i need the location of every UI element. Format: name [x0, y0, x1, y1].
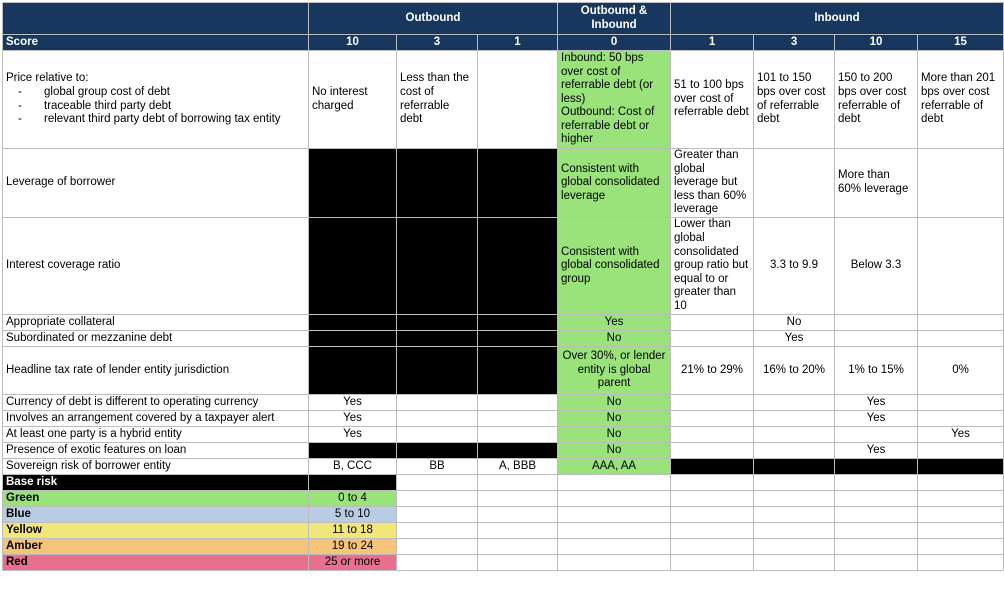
- collateral-out-1-blocked: [478, 315, 558, 331]
- taxrate-in-3: 16% to 20%: [754, 347, 835, 395]
- arrangement-both-0: No: [558, 411, 671, 427]
- sovereign-in-15-blocked: [918, 459, 1004, 475]
- empty-cell: [478, 555, 558, 571]
- header-outbound-inbound: Outbound & Inbound: [558, 3, 671, 35]
- row-base-risk-green: [3, 491, 1004, 507]
- score-in-1: 1: [671, 35, 754, 51]
- empty-cell: [558, 539, 671, 555]
- arrangement-out-10: Yes: [309, 411, 397, 427]
- subordinated-out-1-blocked: [478, 331, 558, 347]
- empty-cell: [397, 555, 478, 571]
- collateral-out-10-blocked: [309, 315, 397, 331]
- row-base-risk-yellow: [3, 523, 1004, 539]
- empty-cell: [754, 539, 835, 555]
- row-hybrid: [3, 427, 1004, 443]
- leverage-label: Leverage of borrower: [3, 149, 309, 218]
- hybrid-in-1: [671, 427, 754, 443]
- price-inbound-text: Inbound: 50 bps over cost of referrable debt (or less): [561, 51, 654, 105]
- price-criteria-list: [6, 86, 305, 127]
- subordinated-out-10-blocked: [309, 331, 397, 347]
- empty-cell: [918, 555, 1004, 571]
- exotic-out-10-blocked: [309, 443, 397, 459]
- empty-cell: [835, 507, 918, 523]
- row-exotic: [3, 443, 1004, 459]
- score-label: Score: [3, 35, 309, 51]
- coverage-in-1: Lower than global consolidated group ratio but equal to or greater than 10: [671, 218, 754, 315]
- empty-cell: [478, 491, 558, 507]
- base-risk-yellow-name: Yellow: [3, 523, 309, 539]
- empty-cell: [918, 507, 1004, 523]
- arrangement-in-10: Yes: [835, 411, 918, 427]
- exotic-out-1-blocked: [478, 443, 558, 459]
- row-coverage: [3, 218, 1004, 315]
- empty-cell: [754, 555, 835, 571]
- hybrid-out-10: Yes: [309, 427, 397, 443]
- base-risk-blue-range: 5 to 10: [309, 507, 397, 523]
- sovereign-in-1-blocked: [671, 459, 754, 475]
- hybrid-out-1: [478, 427, 558, 443]
- empty-cell: [397, 491, 478, 507]
- subordinated-in-3: Yes: [754, 331, 835, 347]
- score-out-1: 1: [478, 35, 558, 51]
- empty-cell: [558, 507, 671, 523]
- collateral-both-0: Yes: [558, 315, 671, 331]
- collateral-in-1: [671, 315, 754, 331]
- exotic-out-3-blocked: [397, 443, 478, 459]
- empty-cell: [397, 523, 478, 539]
- empty-cell: [671, 475, 754, 491]
- collateral-in-15: [918, 315, 1004, 331]
- header-blank-cell: [3, 3, 309, 35]
- empty-cell: [835, 523, 918, 539]
- leverage-in-10: More than 60% leverage: [835, 149, 918, 218]
- empty-cell: [397, 475, 478, 491]
- exotic-in-1: [671, 443, 754, 459]
- empty-cell: [478, 523, 558, 539]
- row-base-risk-amber: [3, 539, 1004, 555]
- coverage-out-10-blocked: [309, 218, 397, 315]
- currency-in-1: [671, 395, 754, 411]
- price-both-0: [558, 51, 671, 149]
- base-risk-green-range: 0 to 4: [309, 491, 397, 507]
- row-base-risk-red: [3, 555, 1004, 571]
- sovereign-out-1: A, BBB: [478, 459, 558, 475]
- empty-cell: [835, 475, 918, 491]
- collateral-in-3: No: [754, 315, 835, 331]
- coverage-in-15: [918, 218, 1004, 315]
- leverage-in-15: [918, 149, 1004, 218]
- header-row-scores: [3, 35, 1004, 51]
- score-out-10: 10: [309, 35, 397, 51]
- taxrate-in-15: 0%: [918, 347, 1004, 395]
- base-risk-title-range: [309, 475, 397, 491]
- arrangement-out-1: [478, 411, 558, 427]
- hybrid-label: At least one party is a hybrid entity: [3, 427, 309, 443]
- currency-in-15: [918, 395, 1004, 411]
- empty-cell: [918, 539, 1004, 555]
- score-in-10: 10: [835, 35, 918, 51]
- arrangement-in-1: [671, 411, 754, 427]
- empty-cell: [478, 507, 558, 523]
- header-outbound: Outbound: [309, 3, 558, 35]
- exotic-in-15: [918, 443, 1004, 459]
- coverage-both-0: Consistent with global consolidated group: [558, 218, 671, 315]
- row-subordinated: [3, 331, 1004, 347]
- score-in-15: 15: [918, 35, 1004, 51]
- empty-cell: [397, 507, 478, 523]
- row-currency: [3, 395, 1004, 411]
- empty-cell: [918, 491, 1004, 507]
- leverage-out-1-blocked: [478, 149, 558, 218]
- taxrate-in-1: 21% to 29%: [671, 347, 754, 395]
- empty-cell: [558, 475, 671, 491]
- price-label-cell: [3, 51, 309, 149]
- leverage-out-3-blocked: [397, 149, 478, 218]
- empty-cell: [671, 491, 754, 507]
- currency-in-3: [754, 395, 835, 411]
- currency-in-10: Yes: [835, 395, 918, 411]
- empty-cell: [671, 555, 754, 571]
- sovereign-in-10-blocked: [835, 459, 918, 475]
- sovereign-out-10: B, CCC: [309, 459, 397, 475]
- leverage-both-0: Consistent with global consolidated leverage: [558, 149, 671, 218]
- subordinated-label: Subordinated or mezzanine debt: [3, 331, 309, 347]
- exotic-label: Presence of exotic features on loan: [3, 443, 309, 459]
- base-risk-title: Base risk: [3, 475, 309, 491]
- price-criterion: - global group cost of debt: [18, 86, 305, 100]
- row-base-risk-header: [3, 475, 1004, 491]
- empty-cell: [671, 523, 754, 539]
- leverage-in-3: [754, 149, 835, 218]
- empty-cell: [918, 475, 1004, 491]
- arrangement-in-15: [918, 411, 1004, 427]
- row-price: [3, 51, 1004, 149]
- empty-cell: [671, 539, 754, 555]
- exotic-in-10: Yes: [835, 443, 918, 459]
- hybrid-out-3: [397, 427, 478, 443]
- base-risk-red-name: Red: [3, 555, 309, 571]
- currency-out-3: [397, 395, 478, 411]
- coverage-in-3: 3.3 to 9.9: [754, 218, 835, 315]
- collateral-out-3-blocked: [397, 315, 478, 331]
- empty-cell: [671, 507, 754, 523]
- subordinated-in-10: [835, 331, 918, 347]
- price-in-3: 101 to 150 bps over cost of referrable debt: [754, 51, 835, 149]
- empty-cell: [835, 491, 918, 507]
- empty-cell: [918, 523, 1004, 539]
- hybrid-in-10: [835, 427, 918, 443]
- sovereign-both-0: AAA, AA: [558, 459, 671, 475]
- price-in-15: More than 201 bps over cost referrable of debt: [918, 51, 1004, 149]
- hybrid-both-0: No: [558, 427, 671, 443]
- price-out-1: [478, 51, 558, 149]
- empty-cell: [835, 539, 918, 555]
- base-risk-yellow-range: 11 to 18: [309, 523, 397, 539]
- row-collateral: [3, 315, 1004, 331]
- row-taxrate: [3, 347, 1004, 395]
- subordinated-in-15: [918, 331, 1004, 347]
- taxrate-out-3-blocked: [397, 347, 478, 395]
- currency-out-10: Yes: [309, 395, 397, 411]
- price-out-3: Less than the cost of referrable debt: [397, 51, 478, 149]
- empty-cell: [558, 555, 671, 571]
- empty-cell: [558, 491, 671, 507]
- taxrate-out-10-blocked: [309, 347, 397, 395]
- empty-cell: [754, 507, 835, 523]
- currency-label: Currency of debt is different to operating currency: [3, 395, 309, 411]
- header-row-groups: [3, 3, 1004, 35]
- coverage-label: Interest coverage ratio: [3, 218, 309, 315]
- currency-both-0: No: [558, 395, 671, 411]
- score-both-0: 0: [558, 35, 671, 51]
- exotic-in-3: [754, 443, 835, 459]
- collateral-label: Appropriate collateral: [3, 315, 309, 331]
- base-risk-amber-range: 19 to 24: [309, 539, 397, 555]
- score-out-3: 3: [397, 35, 478, 51]
- exotic-both-0: No: [558, 443, 671, 459]
- arrangement-in-3: [754, 411, 835, 427]
- price-in-10: 150 to 200 bps over cost referrable of debt: [835, 51, 918, 149]
- empty-cell: [558, 523, 671, 539]
- base-risk-red-range: 25 or more: [309, 555, 397, 571]
- taxrate-out-1-blocked: [478, 347, 558, 395]
- row-sovereign: [3, 459, 1004, 475]
- empty-cell: [754, 523, 835, 539]
- risk-assessment-table: [2, 2, 1004, 571]
- empty-cell: [754, 491, 835, 507]
- taxrate-label: Headline tax rate of lender entity jurisdiction: [3, 347, 309, 395]
- empty-cell: [478, 539, 558, 555]
- collateral-in-10: [835, 315, 918, 331]
- header-inbound: Inbound: [671, 3, 1004, 35]
- empty-cell: [835, 555, 918, 571]
- price-criterion: - relevant third party debt of borrowing tax entity: [18, 113, 305, 127]
- empty-cell: [478, 475, 558, 491]
- price-outbound-text: Outbound: Cost of referrable debt or higher: [561, 106, 655, 146]
- base-risk-blue-name: Blue: [3, 507, 309, 523]
- coverage-out-3-blocked: [397, 218, 478, 315]
- base-risk-amber-name: Amber: [3, 539, 309, 555]
- row-leverage: [3, 149, 1004, 218]
- sovereign-label: Sovereign risk of borrower entity: [3, 459, 309, 475]
- subordinated-in-1: [671, 331, 754, 347]
- leverage-in-1: Greater than global leverage but less than 60% leverage: [671, 149, 754, 218]
- price-out-10: No interest charged: [309, 51, 397, 149]
- price-label: Price relative to:: [6, 72, 89, 85]
- row-arrangement: [3, 411, 1004, 427]
- coverage-in-10: Below 3.3: [835, 218, 918, 315]
- leverage-out-10-blocked: [309, 149, 397, 218]
- taxrate-both-0: Over 30%, or lender entity is global parent: [558, 347, 671, 395]
- base-risk-green-name: Green: [3, 491, 309, 507]
- sovereign-in-3-blocked: [754, 459, 835, 475]
- coverage-out-1-blocked: [478, 218, 558, 315]
- subordinated-both-0: No: [558, 331, 671, 347]
- price-criterion: - traceable third party debt: [18, 100, 305, 114]
- subordinated-out-3-blocked: [397, 331, 478, 347]
- score-in-3: 3: [754, 35, 835, 51]
- empty-cell: [397, 539, 478, 555]
- row-base-risk-blue: [3, 507, 1004, 523]
- sovereign-out-3: BB: [397, 459, 478, 475]
- price-in-1: 51 to 100 bps over cost of referrable debt: [671, 51, 754, 149]
- hybrid-in-3: [754, 427, 835, 443]
- currency-out-1: [478, 395, 558, 411]
- arrangement-out-3: [397, 411, 478, 427]
- hybrid-in-15: Yes: [918, 427, 1004, 443]
- empty-cell: [754, 475, 835, 491]
- taxrate-in-10: 1% to 15%: [835, 347, 918, 395]
- arrangement-label: Involves an arrangement covered by a taxpayer alert: [3, 411, 309, 427]
